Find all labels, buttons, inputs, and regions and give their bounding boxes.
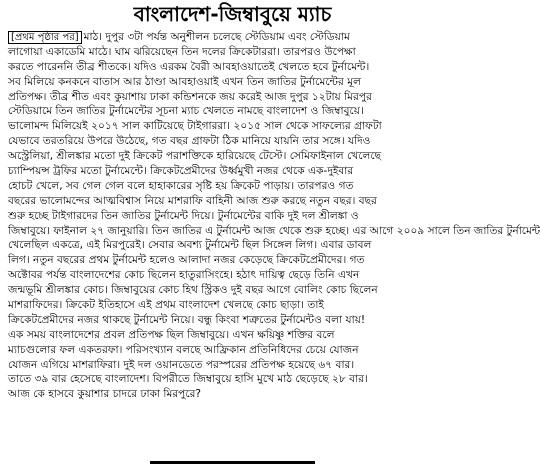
article-line: ভালোমন্দ মিলিয়েই ২০১৭ সাল কাটিয়েছে টাইগাররা। ২০১৫ সাল থেকে সাফল্যের গ্রাফটা [8,120,382,133]
article-line: তাতে ৩৯ বার হেসেছে বাংলাদেশ। বিপরীতে জিম্বাবুয়ে হাসি মুখে মাঠ ছেড়েছে ২৮ বার। [8,373,368,386]
article-line: লাগোয়া একাডেমি মাঠে। ঘাম ঝরিয়েছেন তিন দলের ক্রিকেটাররা। তারপরও উপেক্ষা [8,45,356,58]
article-line: জিম্বাবুয়ে। ফাইনাল ২৭ জানুয়ারি। তিন জাতির এ টুর্নামেন্ট আজ থেকে শুরু হচ্ছে। এর আগে ২০০৯ সালে তিন জাতির টুর্নামেন্ট [8,224,540,237]
article-line: লিগ। নতুন বছরের প্রথম টুর্নামেন্ট হলেও আলাদা নজর কেড়েছে ক্রিকেটপ্রেমীদের। গত [8,254,365,267]
article-line: যেভাবে তরতরিয়ে উপরে উঠেছে, গত বছর গ্রাফটা ঠিক মানিয়ে যায়নি তার সঙ্গে। যদিও [8,135,371,148]
article-first-line [8,30,457,45]
article-line: স্টেডিয়ামে তিন জাতির টুর্নামেন্টের সূচনা ম্যাচ খেলতে নামছে বাংলাদেশ ও জিম্বাবুয়ে। [8,105,364,118]
article-line: চ্যাম্পিয়ন্স ট্রফির মতো টুর্নামেন্টে। ক্রিকেটপ্রেমীদের উর্ধ্বমুখী নজর থেকে এক-দুইবার [8,165,354,178]
headline: বাংলাদেশ-জিম্বাবুয়ে ম্যাচ [133,2,332,26]
article-line: জন্মভূমি শ্রীলঙ্কার কোচ। জিম্বাবুয়ের কোচ হিথ স্ট্রিকও দুই বছর আগে বোলিং কোচ ছিলেন [8,284,378,297]
article-line: বছরের ভালোমন্দের আত্মবিশ্বাস নিয়ে মাশরাফি বাহিনী আজ শুরু করছে নতুন বছর। বছর [8,194,377,207]
article-line: অক্টোবর পর্যন্ত বাংলাদেশের কোচ ছিলেন হাতুরাসিংহে। হঠাৎ দায়িত্ব ছেড়ে তিনি এখন [8,269,360,282]
article-line: মাশরাফিদের। ক্রিকেট ইতিহাসে এই প্রথম বাংলাদেশ খেলছে কোচ ছাড়া। তাই [8,299,324,312]
article-line: সব মিলিয়ে কনকনে বাতাস আর ঠাণ্ডা আবহাওয়াই এখন তিন জাতির টুর্নামেন্টের মূল [8,75,361,88]
article-line: মাঠ। দুপুর ৩টা পর্যন্ত অনুশীলন চলেছে স্টেডিয়াম এবং স্টেডিয়াম [83,31,350,43]
continued-from-front-page-label: [প্রথম পৃষ্ঠার পর] [8,31,82,44]
article-line: আজ কে হাসবে কুয়াশার চাদরে ঢাকা মিরপুরে? [8,388,202,401]
article-line: যোজন এগিয়ে মাশরাফিরা। দুই দল ওয়ানডেতে পরস্পরের প্রতিপক্ষ হয়েছে ৬৭ বার। [8,358,355,371]
article-line: এক সময় বাংলাদেশের প্রবল প্রতিপক্ষ ছিল জিম্বাবুয়ে। এখন ক্ষয়িষ্ণু শক্তির বলে [8,328,335,341]
article-line: ক্রিকেটপ্রেমীদের নজর থাকছে টুর্নামেন্ট নিয়ে। বন্ধু কিংবা শত্রুতের টুর্নামেন্টও বলা যায়! [8,313,366,326]
article-lines [8,45,540,402]
article-line: করতে পারেননি তীব্র শীতকে। যদিও এরকম বৈরী আবহাওয়াতেই খেলতে হবে টুর্নামেন্ট। [8,60,370,73]
article-line: অস্ট্রেলিয়া, শ্রীলঙ্কার মতো দুই ক্রিকেট পরাশক্তিকে হারিয়েছে টেস্টে। সেমিফাইনাল খেলেছে [8,150,382,163]
article-line: খেলেছিল একত্রে, এই মিরপুরেই। সেবার অবশ্য টুর্নামেন্ট ছিল সিঙ্গেল লিগ। এবার ডাবল [8,239,372,252]
article-line: ম্যাচগুলোর ফল একতরফা। পরিসংখ্যান বলছে আফ্রিকান প্রতিনিধিদের চেয়ে যোজন [8,343,359,356]
article-line: প্রতিপক্ষ। তীব্র শীত এবং কুয়াশায় ঢাকা কন্ডিশনকে জয় করেই আজ দুপুর ১২টায় মিরপুর [8,90,372,103]
article-line: হোচট খেলে, সব গেল গেল বলে হাহাকারের সৃষ্টি হয় ক্রিকেট পাড়ায়। তারপরও গত [8,179,354,192]
cut-off-next-headline-fragment [150,458,315,465]
article-line: শুরু হচ্ছে টাইগারদের তিন জাতির টুর্নামেন্ট দিয়ে। টুর্নামেন্টের বাকি দুই দল শ্রীলঙ্কা ও [8,209,359,222]
article-body [8,30,540,464]
